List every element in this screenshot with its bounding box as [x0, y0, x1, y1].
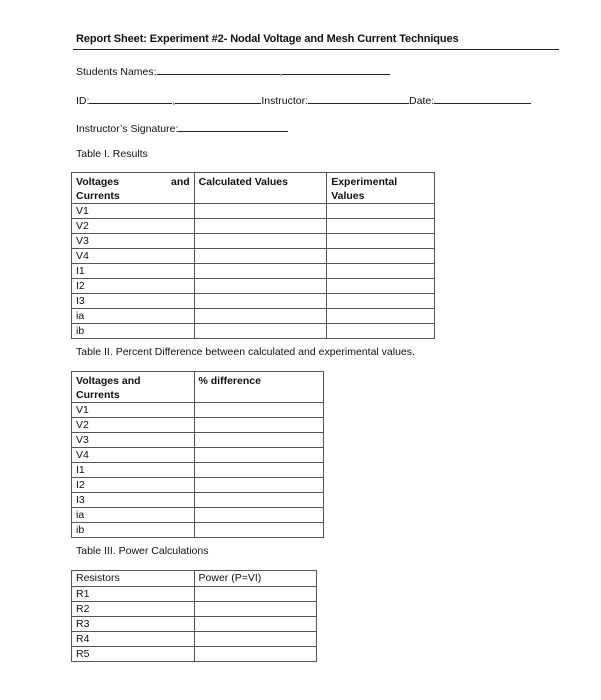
value-cell[interactable] [194, 448, 324, 463]
table-row [72, 463, 324, 478]
row-label: V2 [72, 219, 195, 234]
value-cell[interactable] [194, 508, 324, 523]
table3-header-resistors-label: Resistors [76, 572, 120, 584]
table2-header-currents: Currents [76, 389, 120, 401]
table1-header-experimental-label: Experimental [331, 176, 398, 188]
id-2-field[interactable] [175, 93, 261, 104]
value-cell[interactable] [194, 602, 316, 617]
row-label: I1 [72, 463, 195, 478]
table1-header-currents: Currents [76, 190, 120, 202]
row-label: V4 [72, 249, 195, 264]
table1-header-row [72, 173, 435, 204]
value-cell[interactable] [194, 418, 324, 433]
value-cell[interactable] [194, 219, 327, 234]
power-calculations-table [71, 570, 317, 662]
table1-header-values-label: Values [331, 190, 365, 202]
students-names-row [76, 64, 390, 78]
id-1-field[interactable] [89, 93, 172, 104]
table3-caption: Table III. Power Calculations [76, 545, 209, 557]
table-row [72, 433, 324, 448]
value-cell[interactable] [194, 463, 324, 478]
table-row [72, 309, 435, 324]
row-label: V3 [72, 234, 195, 249]
value-cell[interactable] [194, 617, 316, 632]
value-cell[interactable] [194, 587, 316, 602]
value-cell[interactable] [327, 234, 435, 249]
value-cell[interactable] [194, 403, 324, 418]
value-cell[interactable] [327, 204, 435, 219]
row-label: V1 [72, 204, 195, 219]
results-table [71, 172, 435, 339]
student-name-1-field[interactable] [157, 64, 280, 75]
row-label: I3 [72, 493, 195, 508]
signature-field[interactable] [178, 121, 288, 132]
table-row [72, 234, 435, 249]
table1-header-calculated [194, 173, 327, 204]
row-label: R2 [72, 602, 195, 617]
table-row [72, 279, 435, 294]
value-cell[interactable] [194, 324, 327, 339]
value-cell[interactable] [194, 264, 327, 279]
value-cell[interactable] [327, 219, 435, 234]
value-cell[interactable] [194, 433, 324, 448]
students-names-separator: , [279, 66, 283, 78]
row-label: V4 [72, 448, 195, 463]
row-label: V2 [72, 418, 195, 433]
report-title: Report Sheet: Experiment #2- Nodal Voltage and Mesh Current Techniques [76, 33, 459, 45]
row-label: R3 [72, 617, 195, 632]
row-label: I1 [72, 264, 195, 279]
row-label: ib [72, 324, 195, 339]
table3-header-resistors [72, 571, 195, 587]
value-cell[interactable] [327, 309, 435, 324]
value-cell[interactable] [327, 324, 435, 339]
row-label: V1 [72, 403, 195, 418]
table1-header-voltages: Voltages [76, 176, 119, 188]
table-row [72, 587, 317, 602]
instructor-label: Instructor: [261, 95, 309, 107]
table3-header-row [72, 571, 317, 587]
table-row [72, 493, 324, 508]
value-cell[interactable] [194, 493, 324, 508]
value-cell[interactable] [194, 647, 316, 662]
value-cell[interactable] [194, 234, 327, 249]
title-rule [73, 49, 559, 50]
row-label: ia [72, 309, 195, 324]
row-label: R1 [72, 587, 195, 602]
table2-header-percent-difference [194, 372, 324, 403]
value-cell[interactable] [194, 309, 327, 324]
id-label: ID: [76, 95, 90, 107]
table1-header-and: and [171, 176, 190, 188]
students-names-label: Students Names: [76, 66, 157, 78]
signature-label: Instructor’s Signature: [76, 123, 179, 135]
id-instructor-date-row [76, 93, 531, 107]
signature-row [76, 121, 288, 135]
value-cell[interactable] [194, 294, 327, 309]
row-label: I2 [72, 279, 195, 294]
table1-header-calculated-label: Calculated Values [198, 176, 288, 188]
date-label: Date: [409, 95, 435, 107]
table-row [72, 249, 435, 264]
table1-header-voltages-currents [72, 173, 195, 204]
row-label: R5 [72, 647, 195, 662]
row-label: ia [72, 508, 195, 523]
value-cell[interactable] [327, 249, 435, 264]
table-row [72, 324, 435, 339]
instructor-field[interactable] [308, 93, 409, 104]
table-row [72, 647, 317, 662]
value-cell[interactable] [194, 249, 327, 264]
date-field[interactable] [434, 93, 531, 104]
table-row [72, 523, 324, 538]
table2-header-voltages-currents [72, 372, 195, 403]
table2-header-row [72, 372, 324, 403]
table1-caption: Table I. Results [76, 148, 148, 160]
value-cell[interactable] [327, 264, 435, 279]
value-cell[interactable] [194, 523, 324, 538]
value-cell[interactable] [327, 294, 435, 309]
table-row [72, 448, 324, 463]
value-cell[interactable] [194, 279, 327, 294]
row-label: V3 [72, 433, 195, 448]
table-row [72, 294, 435, 309]
table-row [72, 602, 317, 617]
table-row [72, 403, 324, 418]
table2-header-voltages-and: Voltages and [76, 375, 141, 387]
value-cell[interactable] [194, 478, 324, 493]
table-row [72, 478, 324, 493]
table-row [72, 632, 317, 647]
percent-difference-table [71, 371, 324, 538]
table-row [72, 204, 435, 219]
table3-header-power-label: Power (P=VI) [198, 572, 262, 584]
row-label: R4 [72, 632, 195, 647]
table-row [72, 264, 435, 279]
table2-header-percent-label: % difference [198, 375, 261, 387]
table-row [72, 219, 435, 234]
table-row [72, 418, 324, 433]
value-cell[interactable] [194, 204, 327, 219]
table2-caption: Table II. Percent Difference between calculated and experimental values. [76, 346, 415, 358]
student-name-2-field[interactable] [282, 64, 390, 75]
value-cell[interactable] [194, 632, 316, 647]
table-row [72, 617, 317, 632]
table-row [72, 508, 324, 523]
value-cell[interactable] [327, 279, 435, 294]
row-label: I3 [72, 294, 195, 309]
table1-header-experimental [327, 173, 435, 204]
table3-header-power [194, 571, 316, 587]
id-separator: , [172, 95, 176, 107]
row-label: I2 [72, 478, 195, 493]
row-label: ib [72, 523, 195, 538]
